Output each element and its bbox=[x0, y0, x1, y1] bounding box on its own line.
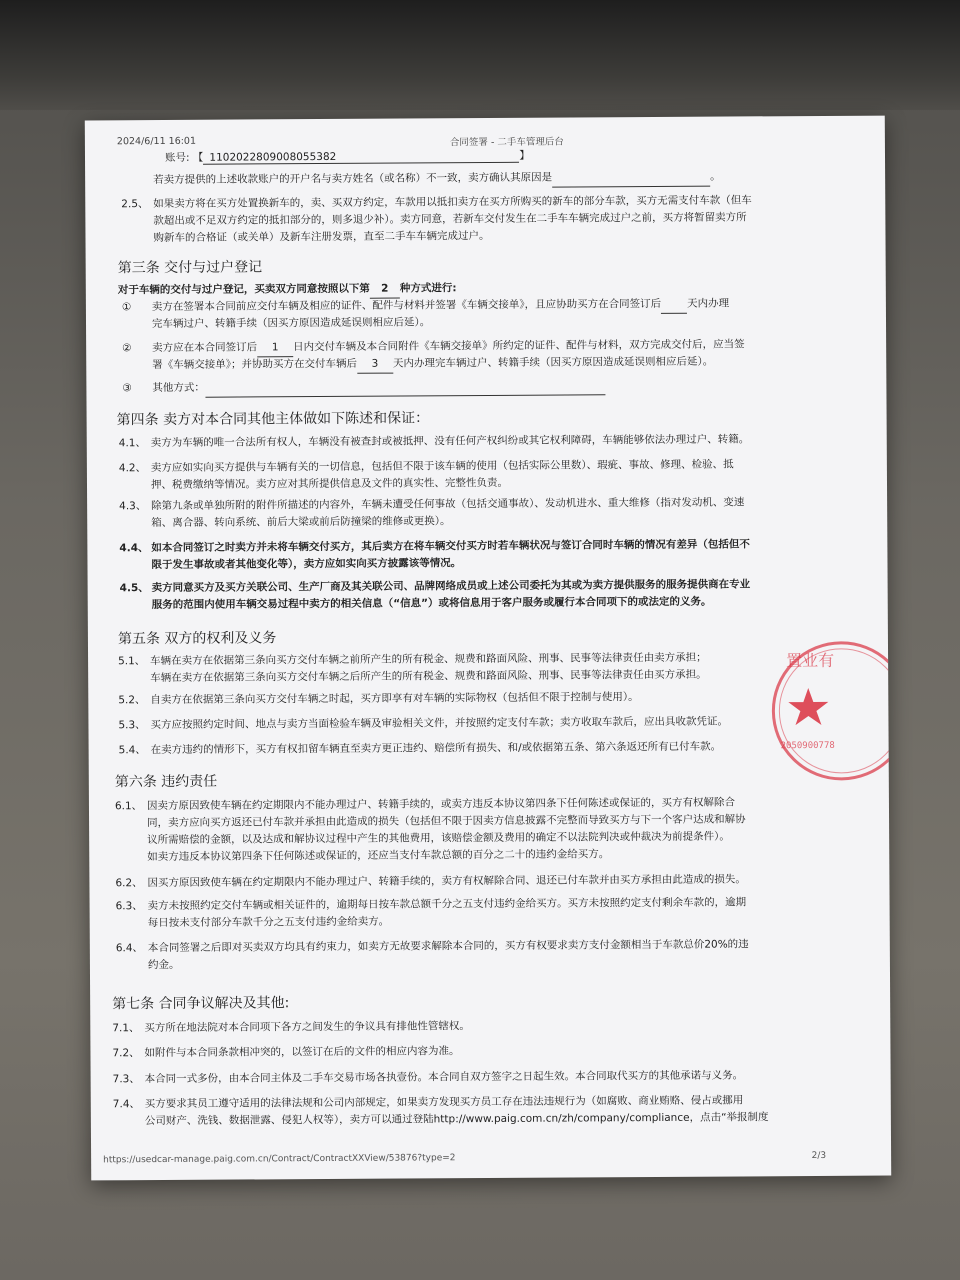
desk-background bbox=[0, 0, 960, 110]
clause-2-5-l2: 款超出或不足双方约定的抵扣部分的，则多退少补）。卖方同意，若新车交付发生在二手车车辆完成过户之前，买方将暂留卖方所 bbox=[153, 211, 747, 228]
clause-6-2num: 6.2、 bbox=[115, 877, 143, 890]
intro-b: 种方式进行: bbox=[399, 282, 457, 295]
clause-4-5num: 4.5、 bbox=[119, 582, 149, 595]
option-1-l2: 完车辆过户、转籍手续（因买方原因造成延误则相应后延）。 bbox=[151, 316, 431, 331]
intro-a: 对于车辆的交付与过户登记，买卖双方同意按照以下第 bbox=[117, 282, 370, 297]
section-6-title: 第六条 违约责任 bbox=[114, 773, 218, 791]
option-3-blank bbox=[205, 377, 605, 397]
clause-line: 如本合同签订之时卖方并未将车辆交付买方，其后卖方在将车辆交付买方时若车辆状况与签订合同时车辆的情况有差异（包括但不 bbox=[151, 538, 750, 555]
page-number: 2/3 bbox=[811, 1150, 827, 1162]
clause-line: 本合同签署之后即对买卖双方均具有约束力，如卖方无故要求解除本合同的，买方有权要求卖方支付金额相当于车款总价20%的违 bbox=[147, 938, 749, 955]
clause-line: 同，卖方应向买方返还已付车款并承担由此造成的损失（包括但不限于因卖方信息披露不完整而导致买方与下一个客户达成和解协 bbox=[147, 813, 746, 830]
clause-6-4num: 6.4、 bbox=[115, 942, 144, 955]
section-4-title: 第四条 卖方对本合同其他主体做如下陈述和保证： bbox=[116, 410, 430, 429]
clause-line: 卖方未按照约定交付车辆或相关证件的，逾期每日按车款总额千分之五支付违约金给买方。买方未按照约定支付剩余车款的，逾期 bbox=[147, 896, 747, 913]
mismatch-end: 。 bbox=[710, 170, 721, 183]
clause-4-4num: 4.4、 bbox=[119, 542, 149, 555]
clause-6-1num: 6.1、 bbox=[114, 800, 143, 813]
clause-5-2num: 5.2、 bbox=[118, 694, 146, 707]
clause-line: 车辆在卖方在依据第三条向买方交付车辆之前所产生的所有税金、规费和路面风险、刑事、民事等法律责任由卖方承担； bbox=[150, 651, 707, 668]
clause-line: 如卖方违反本协议第四条下任何陈述或保证的，还应当支付车款总额的百分之二十的违约金给买方。 bbox=[147, 848, 610, 864]
print-datetime: 2024/6/11 16:01 bbox=[116, 135, 197, 148]
option-2-l2a: 署《车辆交接单》；并协助买方在交付车辆后 bbox=[152, 357, 358, 372]
clause-line: 除第九条或单独所附的附件所描述的内容外，车辆未遭受任何事故（包括交通事故）、发动机进水、重大维修（指对发动机、变速 bbox=[151, 496, 745, 513]
account-line bbox=[165, 148, 530, 165]
clause-4-1num: 4.1、 bbox=[118, 437, 146, 450]
clause-line: 押、税费缴纳等情况。卖方应对其所提供信息及文件的真实性、完整性负责。 bbox=[150, 476, 509, 492]
clause-4-2num: 4.2、 bbox=[118, 462, 147, 475]
clause-7-1num: 7.1、 bbox=[112, 1022, 140, 1035]
clause-line: 卖方同意买方及买方关联公司、生产厂商及其关联公司、品牌网络成员或上述公司委托为其或为卖方提供服务的服务提供商在专业 bbox=[151, 578, 751, 595]
bracket-open: 【 bbox=[192, 151, 204, 164]
section-3-title: 第三条 交付与过户登记 bbox=[117, 259, 263, 277]
clause-5-3num: 5.3、 bbox=[118, 719, 146, 732]
clause-line: 每日按未支付部分车款千分之五支付违约金给卖方。 bbox=[147, 915, 390, 930]
clause-line: 议所需赔偿的金额，以及达成和解协议过程中产生的其他费用，该赔偿金额及费用的确定不以法院判决或仲裁决为前提条件）。 bbox=[147, 830, 730, 847]
footer-url: https://usedcar-manage.paig.com.cn/Contract/ContractXXView/53876?type=2 bbox=[103, 1153, 456, 1166]
option-3-line bbox=[152, 377, 605, 398]
clause-line: 买方所在地法院对本合同项下各方之间发生的争议具有排他性管辖权。 bbox=[144, 1020, 470, 1035]
account-number: 1102022809008055382 bbox=[203, 150, 519, 165]
option-1-l1a: 卖方在签署本合同前应交付车辆及相应的证件、配件与材料并签署《车辆交接单》，且应协助买方在合同签订后 bbox=[151, 297, 662, 314]
option-3-num: ③ bbox=[122, 382, 132, 395]
company-seal-stamp bbox=[766, 635, 891, 786]
section-7-title: 第七条 合同争议解决及其他: bbox=[112, 995, 290, 1013]
option-2-l1b: 日内交付车辆及本合同附件《车辆交接单》所约定的证件、配件与材料，双方完成交付后，应当签 bbox=[293, 338, 745, 354]
clause-line: 卖方应如实向买方提供与车辆有关的一切信息，包括但不限于该车辆的使用（包括实际公里数）、瑕疵、事故、修理、检验、抵 bbox=[150, 458, 734, 475]
clause-line: 约金。 bbox=[147, 958, 180, 972]
option-2-l2 bbox=[152, 354, 713, 375]
clause-4-3num: 4.3、 bbox=[119, 500, 147, 513]
bracket-close: 】 bbox=[519, 149, 530, 162]
clause-5-1num: 5.1、 bbox=[118, 655, 146, 668]
option-1-l1 bbox=[152, 296, 729, 318]
clause-7-4num: 7.4、 bbox=[112, 1098, 141, 1111]
stamp-text-top: 置业有 bbox=[786, 650, 835, 671]
clause-line: 服务的范围内使用车辆交易过程中卖方的相关信息（“信息”）或将信息用于客户服务或履行本合同项下的或法定的义务。 bbox=[151, 595, 712, 612]
option-1-l1b: 天内办理 bbox=[687, 297, 730, 310]
option-2-days-1: 1 bbox=[257, 339, 293, 357]
clause-2-5-l1: 如果卖方将在买方处置换新车的，卖、买双方约定，车款用以抵扣卖方在买方所购买的新车的部分车款，买方无需支付车款（但车 bbox=[153, 194, 752, 211]
print-title: 合同签署 - 二手车管理后台 bbox=[449, 136, 564, 149]
clause-line: 本合同一式多份，由本合同主体及二手车交易市场各执壹份。本合同自双方签字之日起生效。本合同取代买方的其他承诺与义务。 bbox=[144, 1069, 744, 1086]
mismatch-paragraph bbox=[153, 169, 721, 190]
option-2-l1a: 卖方应在本合同签订后 bbox=[152, 341, 258, 355]
option-2-l2b: 天内办理完车辆过户、转籍手续（因买方原因造成延误则相应后延）。 bbox=[392, 355, 714, 370]
option-3-label: 其他方式： bbox=[152, 381, 205, 395]
clause-line: 车辆在卖方在依据第三条向买方交付车辆之后所产生的所有税金、规费和路面风险、刑事、民事等法律责任由买方承担。 bbox=[150, 668, 707, 685]
clause-line: 卖方为车辆的唯一合法所有权人，车辆没有被查封或被抵押、没有任何产权纠纷或其它权利障碍，车辆能够依法办理过户、转籍。 bbox=[150, 433, 750, 450]
clause-line: 箱、离合器、转向系统、前后大梁或前后防撞梁的维修或更换）。 bbox=[151, 515, 451, 530]
option-1-blank bbox=[661, 296, 687, 314]
clause-line: 买方应按照约定时间、地点与卖方当面检验车辆及审验相关文件，并按照约定支付车款；卖方收取车款后，应出具收款凭证。 bbox=[150, 715, 728, 732]
option-2-days-2: 3 bbox=[357, 356, 393, 374]
clause-7-2num: 7.2、 bbox=[112, 1047, 140, 1060]
intro-value: 2 bbox=[370, 281, 400, 299]
clause-5-4num: 5.4、 bbox=[118, 744, 146, 757]
section-5-title: 第五条 双方的权利及义务 bbox=[117, 630, 277, 648]
stamp-text-number: 2050900778 bbox=[780, 740, 835, 752]
clause-line: 买方要求其员工遵守适用的法律法规和公司内部规定，如果卖方发现买方员工存在违法违规行为（如腐败、商业贿赂、侵占或挪用 bbox=[144, 1094, 744, 1111]
contract-page bbox=[85, 116, 891, 1181]
mismatch-text: 若卖方提供的上述收款账户的开户名与卖方姓名（或名称）不一致，卖方确认其原因是 bbox=[153, 171, 553, 187]
clause-line: 因卖方原因致使车辆在约定期限内不能办理过户、转籍手续的，或卖方违反本协议第四条下任何陈述或保证的，买方有权解除合 bbox=[146, 796, 735, 813]
stamp-star-icon bbox=[788, 688, 828, 725]
mismatch-reason-blank bbox=[552, 169, 710, 188]
option-1-num: ① bbox=[121, 301, 132, 314]
clause-line: 在卖方违约的情形下，买方有权扣留车辆直至卖方更正违约、赔偿所有损失、和/或依据第五条、第六条返还所有已付车款。 bbox=[150, 740, 722, 757]
account-label: 账号: bbox=[164, 151, 190, 164]
clause-2-5-num: 2.5、 bbox=[121, 198, 149, 211]
clause-line: 如附件与本合同条款相冲突的，以签订在后的文件的相应内容为准。 bbox=[144, 1045, 460, 1060]
clause-line: 自卖方在依据第三条向买方交付车辆之时起，买方即享有对车辆的实际物权（包括但不限于控制与使用）。 bbox=[150, 691, 639, 707]
clause-line: 公司财产、洗钱、数据泄露、侵犯人权等），卖方可以通过登陆http://www.paig.com.cn/zh/company/compliance，点击“举报制度 bbox=[144, 1111, 769, 1128]
clause-line: 限于发生事故或者其他变化等），卖方应如实向买方披露该等情况。 bbox=[151, 557, 462, 572]
clause-line: 因买方原因致使车辆在约定期限内不能办理过户、转籍手续的，卖方有权解除合同、退还已付车款并由买方承担由此造成的损失。 bbox=[147, 873, 746, 890]
option-2-num: ② bbox=[122, 342, 132, 355]
clause-2-5-l3: 购新车的合格证（或关单）及新车注册发票，直至二手车车辆完成过户。 bbox=[153, 229, 490, 245]
clause-6-3num: 6.3、 bbox=[115, 900, 143, 913]
clause-7-3num: 7.3、 bbox=[112, 1073, 140, 1086]
